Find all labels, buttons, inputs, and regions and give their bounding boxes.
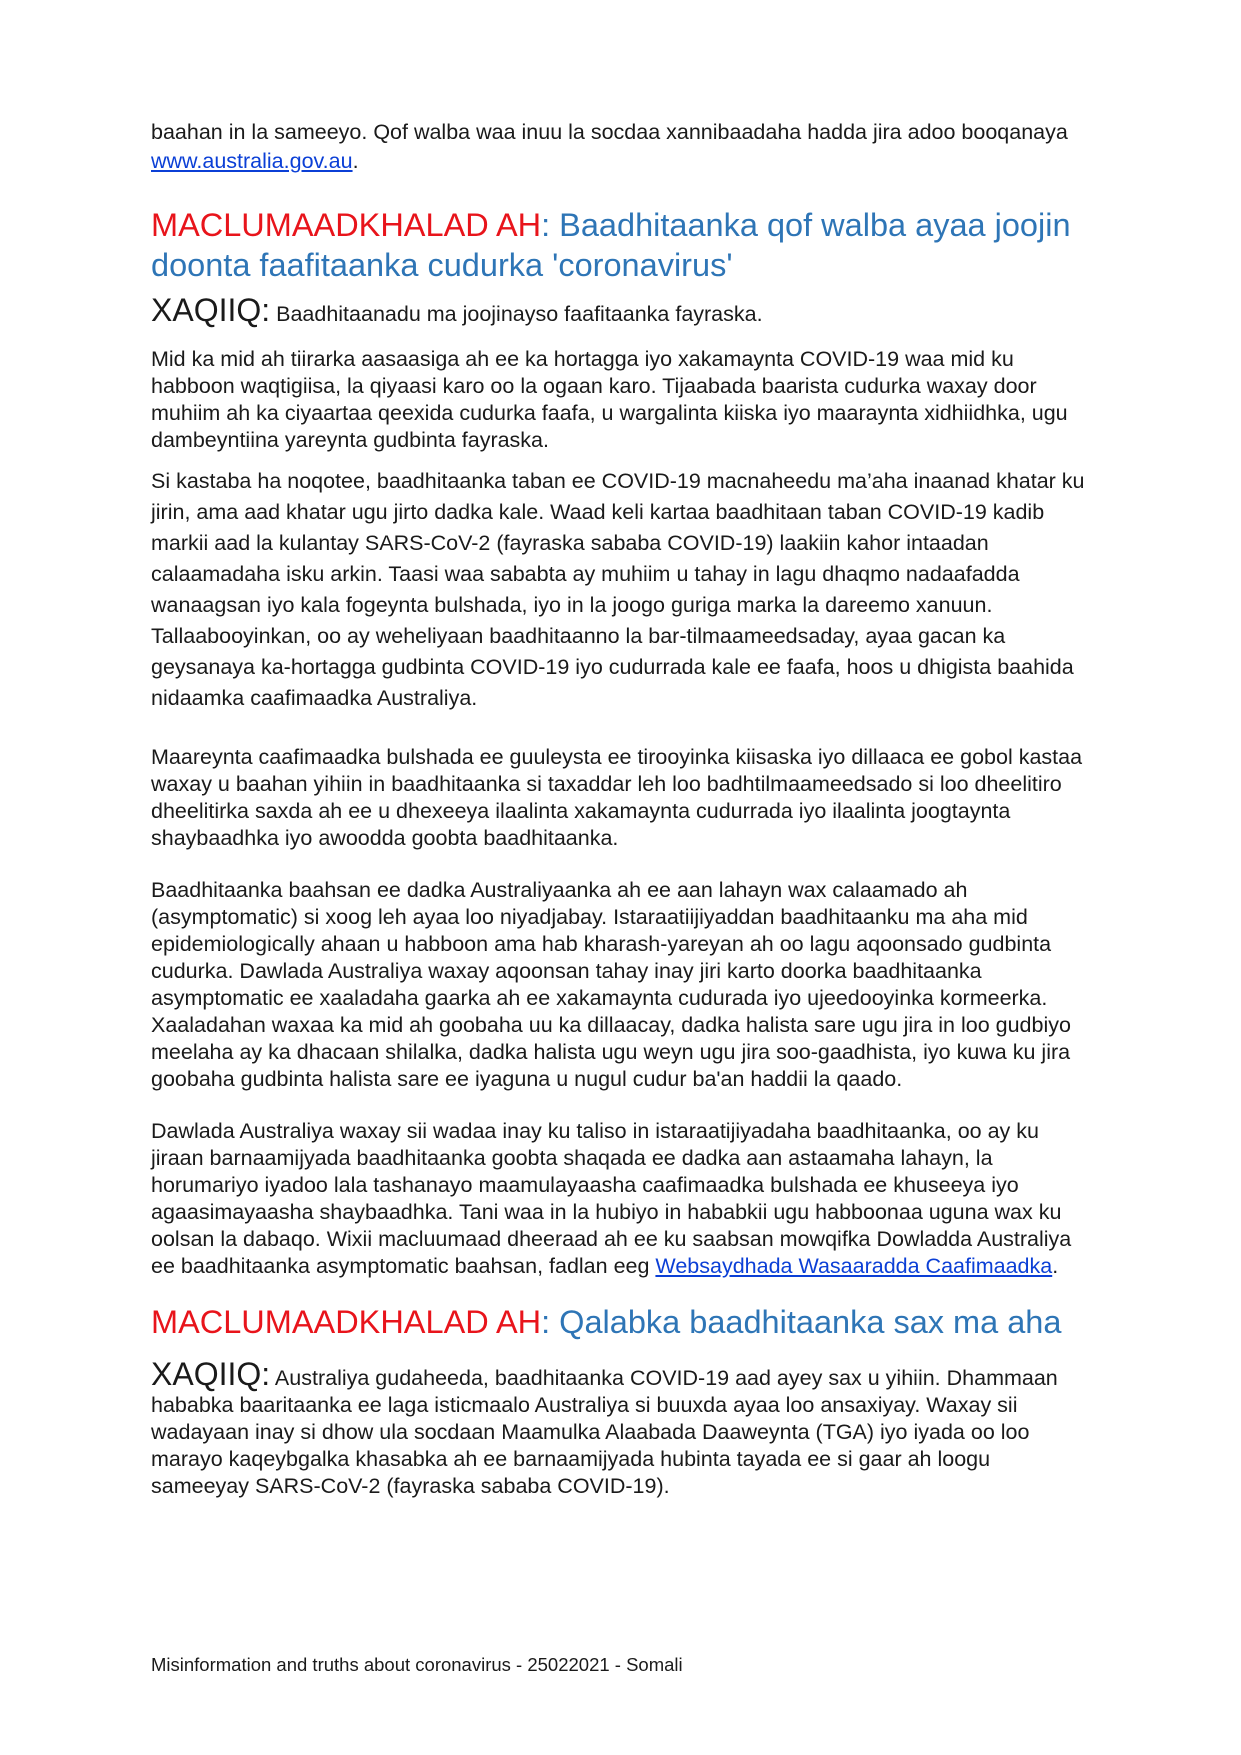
body-paragraph: Maareynta caafimaadka bulshada ee guuleysta ee tirooyinka kiisaska iyo dillaaca ee gobol kastaa waxay u baahan yihiin in baadhitaanka si taxaddar leh loo badhtilmaameedsado si loo dheelitiro dheelitirka saxda ah ee u dhexeeya ilaalinta xakamaynta cudurrada iyo ilaalinta joogtaynta shaybaadhka iyo awoodda goobta baadhitaanka.	[151, 745, 1083, 850]
intro-paragraph: baahan in la sameeyo. Qof walba waa inuu la socdaa xannibaadaha hadda jira adoo booqanaya www.australia.gov.au.	[151, 120, 1068, 173]
body-paragraph: Baadhitaanka baahsan ee dadka Australiyaanka ah ee aan lahayn wax calaamado ah (asymptomatic) si xoog leh ayaa loo niyadjabay. Istaraatiijiyaddan baadhitaanku ma aha mid epidemiologically ahaan u habboon ama hab kharash-yareyan ah oo lagu aqoonsado gudbinta cudurka. Dawlada Australiya waxay aqoonsan tahay inay jiri karto doorka baadhitaanka asymptomatic ee xaaladaha gaarka ah ee xakamaynta cudurada iyo ujeedooyinka kormeerka. Xaaladahan waxaa ka mid ah goobaha uu ka dillaacay, dadka halista sare ugu jira in loo gudbiyo meelaha ay ka dhacaan shilalka, dadka halista ugu weyn ugu jira soo-gaadhista, iyo kuwa ku jira goobaha gudbinta halista sare ee iyaguna u nugul cudur ba'an haddii la qaado.	[151, 878, 1071, 1091]
fact-label: XAQIIQ:	[151, 1356, 271, 1392]
australia-gov-link[interactable]: www.australia.gov.au	[151, 149, 353, 173]
body-paragraph: Dawlada Australiya waxay sii wadaa inay ku taliso in istaraatijiyadaha baadhitaanka, oo ay ku jiraan barnaamijyada baadhitaanka goobta shaqada ee dadka aan astaamaha lahayn, la horumariyo iyadoo lala tashanayo maamulayaasha caafimaadka bulshada ee khuseeya iyo agaasimayaasha shaybaadhka. Tani waa in la hubiyo in hababkii ugu habboonaa uguna wax ku oolsan la dabaqo. Wixii macluumaad dheeraad ah ee ku saabsan mowqifka Dowladda Australiya ee baadhitaanka asymptomatic baahsan, fadlan eeg Websaydhada Wasaaradda Caafimaadka.	[151, 1119, 1072, 1278]
body-paragraph: Si kastaba ha noqotee, baadhitaanka taban ee COVID-19 macnaheedu ma’aha inaanad khatar ku jirin, ama aad khatar ugu jirto dadka kale. Waad keli kartaa baadhitaan taban COVID-19 kadib markii aad la kulantay SARS-CoV-2 (fayraska sababa COVID-19) laakiin kahor intaadan calaamadaha isku arkin. Taasi waa sababta ay muhiim u tahay in lagu dhaqmo nadaafadda wanaagsan iyo kala fogeynta bulshada, iyo in la joogo guriga marka la dareemo xanuun. Tallaabooyinkan, oo ay weheliyaan baadhitaanno la bar-tilmaameedsaday, ayaa gacan ka geysanaya ka-hortagga gudbinta COVID-19 iyo cudurrada kale ee faafa, hoos u dhigista baahida nidaamka caafimaadka Australiya.	[151, 469, 1085, 710]
section-heading-testing	[151, 205, 1091, 285]
page-footer: Misinformation and truths about coronavirus - 25022021 - Somali	[151, 1654, 683, 1675]
page-content	[151, 118, 1091, 1500]
fact-label: XAQIIQ:	[151, 292, 271, 328]
heading-text: : Qalabka baadhitaanka sax ma aha	[541, 1304, 1062, 1340]
heading-text: : Baadhitaanka qof walba ayaa joojin doonta faafitaanka cudurka 'coronavirus'	[151, 207, 1071, 283]
fact-statement	[151, 294, 1091, 328]
health-department-link[interactable]: Websaydhada Wasaaradda Caafimaadka	[655, 1254, 1053, 1278]
misinformation-label: MACLUMAADKHALAD AH	[151, 1304, 542, 1340]
fact-text: Australiya gudaheeda, baadhitaanka COVID-19 aad ayey sax u yihiin. Dhammaan hababka baaritaanka ee laga isticmaalo Australiya si buuxda ayaa loo ansaxiyay. Waxay sii wadayaan inay si dhow ula socdaan Maamulka Alaabada Daaweynta (TGA) iyo iyada oo loo marayo kaqeybgalka khasabka ah ee barnaamijyada hubinta tayada ee si gaar ah loogu sameeyay SARS-CoV-2 (fayraska sababa COVID-19).	[151, 1366, 1058, 1498]
fact-text: Baadhitaanadu ma joojinayso faafitaanka fayraska.	[270, 302, 763, 326]
misinformation-label: MACLUMAADKHALAD AH	[151, 207, 542, 243]
body-paragraph: Mid ka mid ah tiirarka aasaasiga ah ee ka hortagga iyo xakamaynta COVID-19 waa mid ku habboon waqtigiisa, la qiyaasi karo oo la ogaan karo. Tijaabada baarista cudurka waxay door muhiim ah ka ciyaartaa qeexida cudurka faafa, u wargalinta kiiska iyo maaraynta xidhiidhka, ugu dambeyntiina yareynta gudbinta fayraska.	[151, 347, 1068, 452]
section-heading-test-accuracy	[151, 1302, 1091, 1342]
fact-statement	[151, 1358, 1091, 1500]
